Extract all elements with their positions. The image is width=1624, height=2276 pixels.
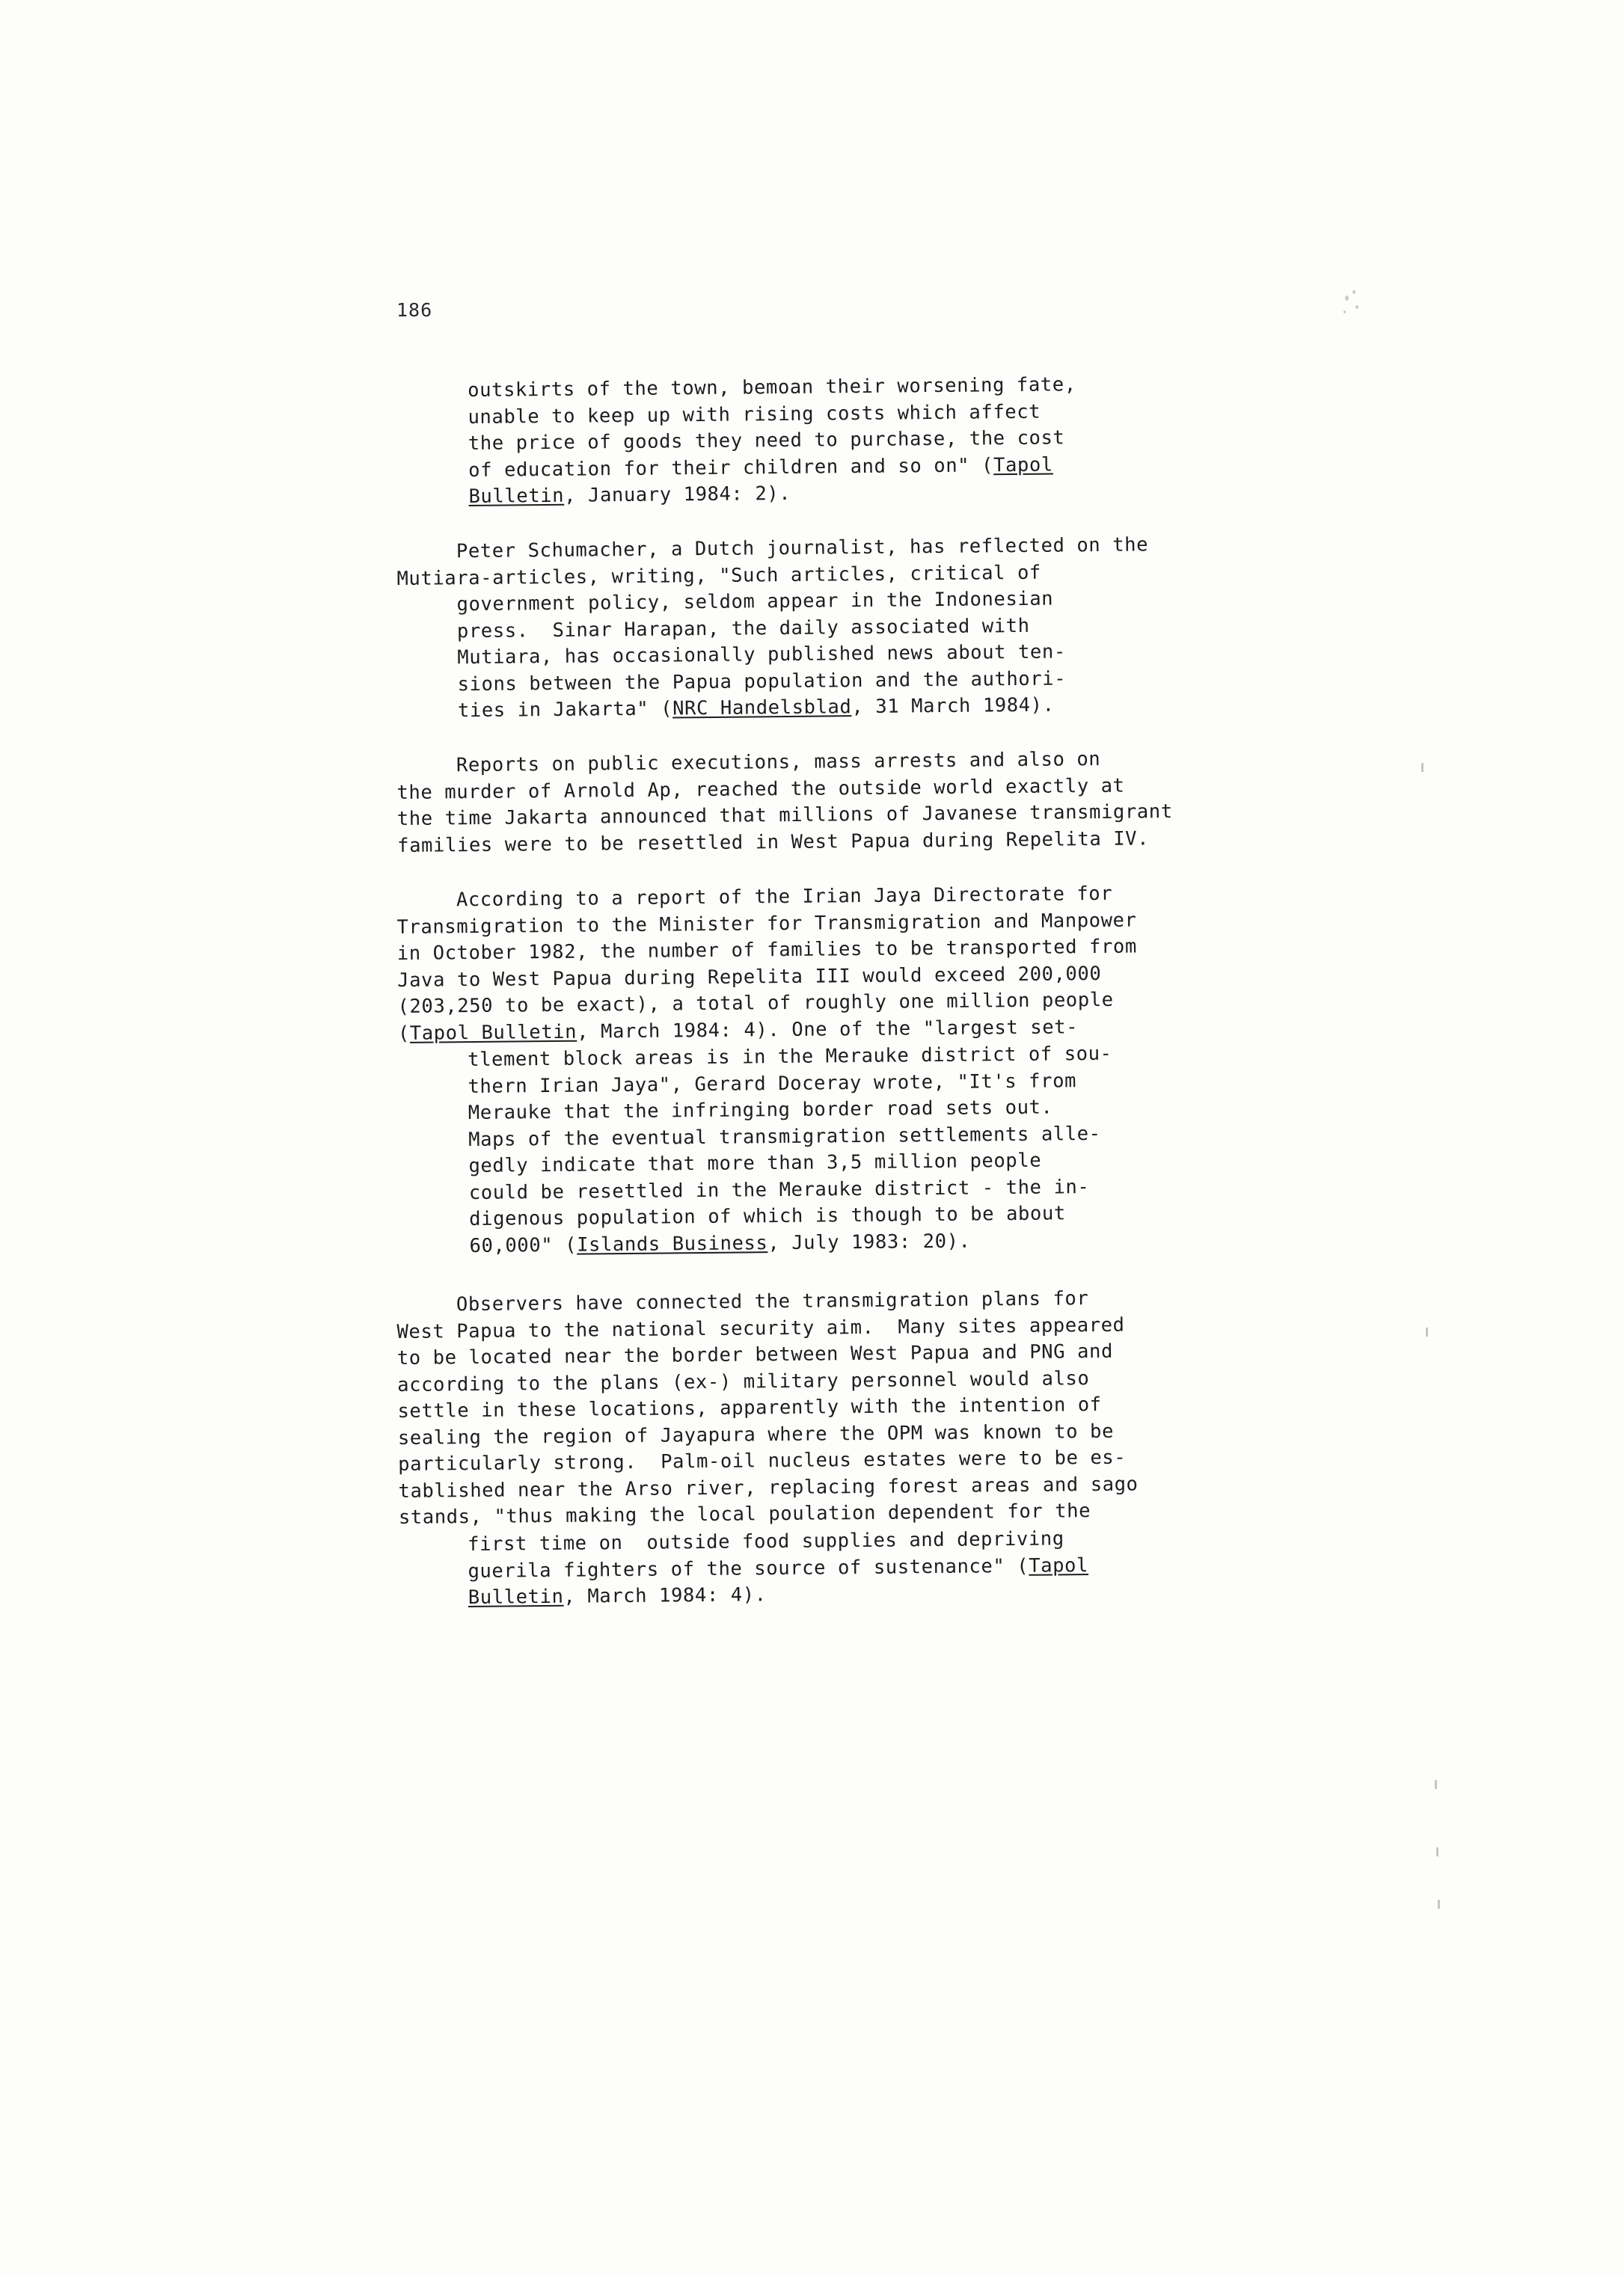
paragraph-5-line-4: Maps of the eventual transmigration settlements alle- bbox=[468, 1122, 1101, 1151]
paragraph-6-line-4: according to the plans (ex-) military personnel would also bbox=[397, 1366, 1090, 1396]
paragraph-4-line-4: Java to West Papua during Repelita III would exceed 200,000 bbox=[397, 962, 1102, 992]
paragraph-3-line-2: the murder of Arnold Ap, reached the outside world exactly at bbox=[396, 774, 1125, 804]
paragraph-4-line-1: According to a report of the Irian Jaya Directorate for bbox=[396, 882, 1113, 912]
paragraph-2 bbox=[396, 530, 1393, 725]
scan-speck bbox=[1352, 290, 1355, 294]
paragraph-7 bbox=[468, 1523, 1392, 1611]
paragraph-6-line-3: to be located near the border between West Papua and PNG and bbox=[396, 1340, 1114, 1369]
paragraph-7-line-1: first time on outside food supplies and depriving bbox=[468, 1527, 1064, 1556]
scan-edge-tick bbox=[1436, 1847, 1438, 1856]
paragraph-1-line-2: unable to keep up with rising costs which affect bbox=[468, 400, 1041, 429]
document-body bbox=[396, 373, 1391, 1611]
paragraph-1-line-5: Bulletin, January 1984: 2). bbox=[468, 482, 791, 508]
paragraph-5 bbox=[468, 1038, 1394, 1260]
paragraph-3-line-3: the time Jakarta announced that millions of Javanese transmigrant bbox=[396, 800, 1173, 830]
citation-tapol-bulletin: Tapol Bulletin bbox=[409, 1020, 577, 1045]
paragraph-4-line-6: (Tapol Bulletin, March 1984: 4). One of the "largest set- bbox=[397, 1015, 1079, 1045]
citation-bulletin: Bulletin bbox=[468, 484, 565, 508]
paragraph-6-line-9: stands, "thus making the local poulation dependent for the bbox=[398, 1500, 1091, 1529]
paragraph-6-line-8: tablished near the Arso river, replacing forest areas and sago bbox=[398, 1472, 1139, 1503]
scan-speck bbox=[1355, 305, 1358, 309]
scan-edge-tick bbox=[1438, 1900, 1440, 1909]
paragraph-5-line-3: Merauke that the infringing border road sets out. bbox=[468, 1096, 1053, 1124]
scan-speck bbox=[1343, 310, 1346, 313]
paragraph-2-line-7: ties in Jakarta" (NRC Handelsblad, 31 March 1984). bbox=[398, 693, 1055, 723]
citation-islands-business: Islands Business bbox=[576, 1231, 768, 1257]
paragraph-4-line-3: in October 1982, the number of families to be transported from bbox=[396, 935, 1137, 965]
scan-speck bbox=[1345, 295, 1349, 301]
paragraph-5-line-1: tlement block areas is in the Merauke district of sou- bbox=[468, 1042, 1112, 1071]
paragraph-6 bbox=[396, 1283, 1394, 1531]
paragraph-2-line-3: government policy, seldom appear in the Indonesian bbox=[396, 587, 1054, 616]
paragraph-7-line-3: Bulletin, March 1984: 4). bbox=[468, 1583, 767, 1609]
paragraph-4-line-5: (203,250 to be exact), a total of roughly one million people bbox=[397, 988, 1114, 1018]
citation-tapol: Tapol bbox=[993, 453, 1053, 476]
paragraph-1-line-3: the price of goods they need to purchase, the cost bbox=[468, 426, 1065, 455]
paragraph-2-line-2: Mutiara-articles, writing, "Such articles, critical of bbox=[396, 560, 1042, 589]
paragraph-5-line-7: digenous population of which is though to be about bbox=[469, 1202, 1066, 1230]
scan-edge-tick bbox=[1435, 1780, 1437, 1789]
paragraph-6-line-7: particularly strong. Palm-oil nucleus estates were to be es- bbox=[398, 1446, 1127, 1476]
paragraph-1-line-1: outskirts of the town, bemoan their worsening fate, bbox=[468, 373, 1076, 402]
paragraph-2-line-6: sions between the Papua population and the authori- bbox=[397, 666, 1067, 696]
paragraph-5-line-5: gedly indicate that more than 3,5 million people bbox=[468, 1149, 1042, 1177]
paragraph-2-line-5: Mutiara, has occasionally published news about ten- bbox=[397, 639, 1066, 669]
paragraph-1-line-4: of education for their children and so on" (Tapol bbox=[468, 453, 1053, 482]
paragraph-6-line-5: settle in these locations, apparently with the intention of bbox=[397, 1393, 1102, 1423]
paragraph-1 bbox=[468, 369, 1393, 510]
paragraph-2-line-4: press. Sinar Harapan, the daily associated with bbox=[397, 613, 1030, 642]
citation-bulletin-2: Bulletin bbox=[468, 1585, 564, 1609]
scan-edge-tick bbox=[1426, 1328, 1428, 1337]
citation-nrc-handelsblad: NRC Handelsblad bbox=[672, 695, 852, 720]
paragraph-4 bbox=[396, 878, 1393, 1047]
paragraph-6-line-6: sealing the region of Jayapura where the OPM was known to be bbox=[397, 1420, 1115, 1450]
paragraph-5-line-2: thern Irian Jaya", Gerard Doceray wrote, "It's from bbox=[468, 1069, 1077, 1098]
paragraph-3-line-1: Reports on public executions, mass arrests and also on bbox=[396, 747, 1101, 777]
scan-edge-tick bbox=[1421, 763, 1424, 772]
paragraph-6-line-2: West Papua to the national security aim. Many sites appeared bbox=[396, 1313, 1125, 1343]
paragraph-6-line-1: Observers have connected the transmigration plans for bbox=[396, 1287, 1089, 1316]
paragraph-3-line-4: families were to be resettled in West Papua during Repelita IV. bbox=[397, 826, 1150, 857]
paragraph-3 bbox=[396, 743, 1392, 859]
page-number: 186 bbox=[396, 299, 433, 321]
paragraph-5-line-8: 60,000" (Islands Business, July 1983: 20). bbox=[469, 1230, 971, 1257]
paragraph-4-line-2: Transmigration to the Minister for Transmigration and Manpower bbox=[396, 909, 1137, 939]
paragraph-7-line-2: guerila fighters of the source of sustenance" (Tapol bbox=[468, 1553, 1089, 1582]
citation-tapol-2: Tapol bbox=[1029, 1553, 1089, 1577]
paragraph-5-line-6: could be resettled in the Merauke district - the in- bbox=[468, 1175, 1090, 1204]
paragraph-2-line-1: Peter Schumacher, a Dutch journalist, has reflected on the bbox=[396, 533, 1149, 563]
